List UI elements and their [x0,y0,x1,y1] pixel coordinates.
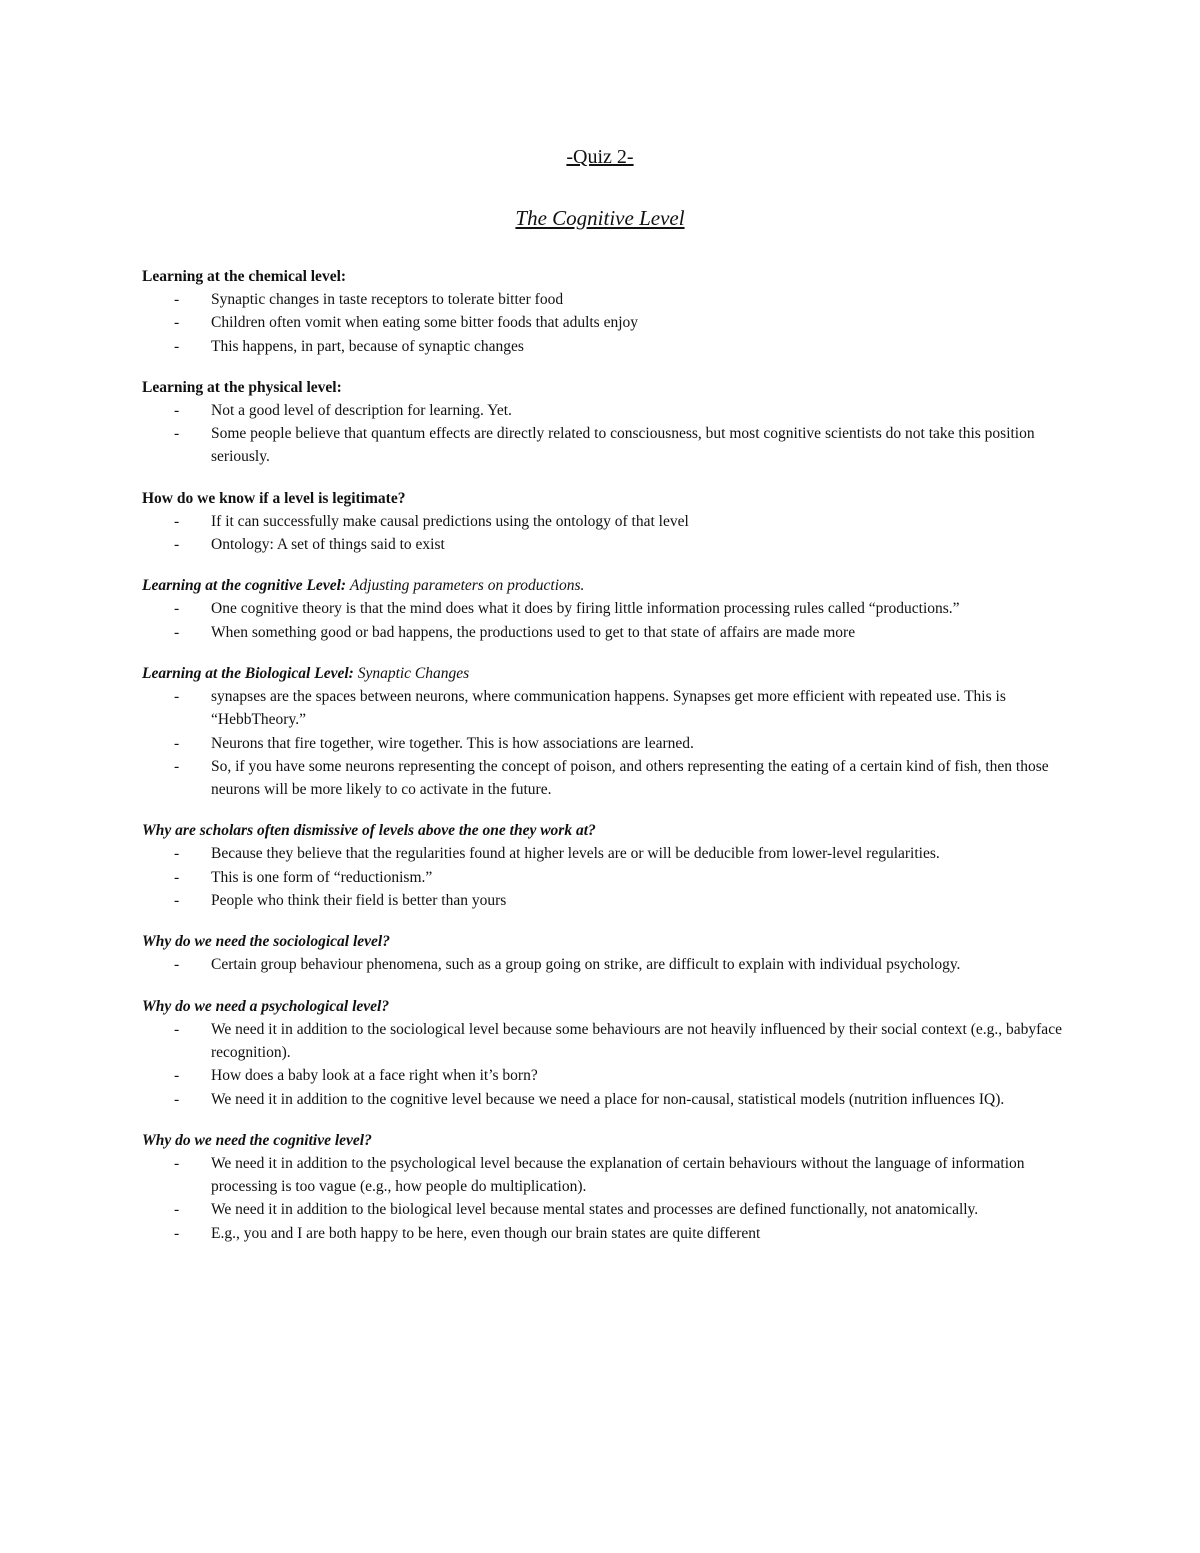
bullet-item [142,422,1062,469]
bullet-item [142,597,1062,620]
bullet-item [142,1152,1062,1199]
bullet-dash: - [174,956,180,974]
bullet-text: We need it in addition to the cognitive level because we need a place for non-causal, statistical models (nutrition influences IQ). [211,1090,1005,1108]
section-heading-text: Learning at the Biological Level: [142,664,358,682]
bullet-text: Not a good level of description for learning. Yet. [211,401,512,419]
bullet-text: This happens, in part, because of synaptic changes [211,337,524,355]
bullet-list [142,842,1062,912]
bullet-list [142,1018,1062,1111]
bullet-dash: - [174,425,180,443]
bullet-dash: - [174,1201,180,1219]
bullet-dash: - [174,623,180,641]
section-heading [142,1129,1062,1152]
bullet-text: If it can successfully make causal predictions using the ontology of that level [211,512,689,530]
bullet-item [142,889,1062,912]
section [142,930,1062,976]
section [142,662,1062,801]
bullet-text: We need it in addition to the sociological level because some behaviours are not heavily influenced by their social context (e.g., babyface recognition). [211,1020,1062,1061]
bullet-list [142,510,1062,557]
section-heading [142,487,1062,510]
bullet-item [142,533,1062,556]
section [142,265,1062,358]
bullet-item [142,399,1062,422]
bullet-text: E.g., you and I are both happy to be here, even though our brain states are quite different [211,1224,761,1242]
bullet-list [142,288,1062,358]
section [142,995,1062,1111]
bullet-item [142,335,1062,358]
bullet-text: One cognitive theory is that the mind does what it does by firing little information processing rules called “productions.” [211,600,960,618]
bullet-text: So, if you have some neurons representing the concept of poison, and others representing the eating of a certain kind of fish, then those neurons will be more likely to co activate in the future. [211,757,1049,799]
section-heading [142,376,1062,399]
bullet-dash: - [174,892,180,910]
section-heading-text: Learning at the cognitive Level: [142,577,350,595]
bullet-dash: - [174,734,180,752]
bullet-text: Synaptic changes in taste receptors to tolerate bitter food [211,291,564,308]
bullet-item [142,1222,1062,1245]
document-title: -Quiz 2- [566,146,634,168]
bullet-text: We need it in addition to the biological level because mental states and processes are defined functionally, not anatomically. [211,1201,979,1219]
bullet-text: Because they believe that the regularities found at higher levels are or will be deducible from lower-level regularities. [211,845,940,863]
bullet-item [142,842,1062,865]
bullet-dash: - [174,536,180,554]
section-heading-text: Learning at the physical level: [142,378,342,396]
bullet-text: Certain group behaviour phenomena, such as a group going on strike, are difficult to explain with individual psychology. [211,956,961,974]
bullet-dash: - [174,314,180,332]
bullet-list [142,953,1062,976]
bullet-item [142,685,1062,732]
bullet-text: Neurons that fire together, wire together. This is how associations are learned. [211,734,694,752]
bullet-item [142,1064,1062,1087]
bullet-dash: - [174,401,180,419]
section [142,574,1062,644]
bullet-text: When something good or bad happens, the productions used to get to that state of affairs are made more [211,623,856,641]
bullet-dash: - [174,757,180,775]
section-heading-text: Why do we need the cognitive level? [142,1131,372,1149]
bullet-item [142,755,1062,802]
section-heading-text: Why do we need the sociological level? [142,933,390,951]
bullet-text: synapses are the spaces between neurons, where communication happens. Synapses get more efficient with repeated use. This is “HebbTheory.” [211,687,1006,729]
bullet-item [142,510,1062,533]
bullet-item [142,1018,1062,1065]
bullet-text: We need it in addition to the psychological level because the explanation of certain behaviours without the language of information processing is too vague (e.g., how people do multiplication). [211,1154,1025,1196]
bullet-dash: - [174,600,180,618]
bullet-text: This is one form of “reductionism.” [211,868,433,886]
bullet-text: Children often vomit when eating some bitter foods that adults enjoy [211,314,639,332]
section [142,376,1062,469]
bullet-dash: - [174,512,180,530]
section-heading-subtitle: Synaptic Changes [357,664,470,682]
bullet-dash: - [174,337,180,355]
bullet-list [142,685,1062,801]
bullet-dash: - [174,868,180,886]
bullet-dash: - [174,1090,180,1108]
bullet-item [142,953,1062,976]
section-heading-subtitle: Adjusting parameters on productions. [349,577,585,595]
section-heading-text: Learning at the chemical level: [142,268,347,285]
document-subtitle: The Cognitive Level [515,206,685,230]
section-heading-text: Why do we need a psychological level? [142,997,390,1015]
section [142,487,1062,557]
bullet-item [142,1198,1062,1221]
bullet-text: People who think their field is better than yours [211,892,507,910]
bullet-dash: - [174,1067,180,1085]
bullet-item [142,1088,1062,1111]
bullet-dash: - [174,845,180,863]
bullet-dash: - [174,291,180,308]
section-heading-text: How do we know if a level is legitimate? [142,489,406,507]
bullet-list [142,597,1062,644]
bullet-text: Some people believe that quantum effects are directly related to consciousness, but most cognitive scientists do not take this position seriously. [211,425,1035,466]
bullet-item [142,311,1062,334]
bullet-text: How does a baby look at a face right when it’s born? [211,1067,538,1085]
bullet-dash: - [174,1224,180,1242]
bullet-list [142,399,1062,469]
bullet-dash: - [174,1154,180,1172]
bullet-dash: - [174,687,180,705]
bullet-item [142,288,1062,311]
section-heading [142,265,1062,288]
section-heading [142,930,1062,953]
bullet-item [142,732,1062,755]
section [142,819,1062,912]
section-heading [142,574,1062,597]
bullet-text: Ontology: A set of things said to exist [211,536,445,554]
section-heading [142,662,1062,685]
bullet-item [142,866,1062,889]
document-body [142,265,1062,1263]
bullet-list [142,1152,1062,1245]
bullet-item [142,621,1062,644]
bullet-dash: - [174,1020,180,1038]
section-heading [142,819,1062,842]
section-heading [142,995,1062,1018]
section-heading-text: Why are scholars often dismissive of levels above the one they work at? [142,822,596,840]
section [142,1129,1062,1245]
